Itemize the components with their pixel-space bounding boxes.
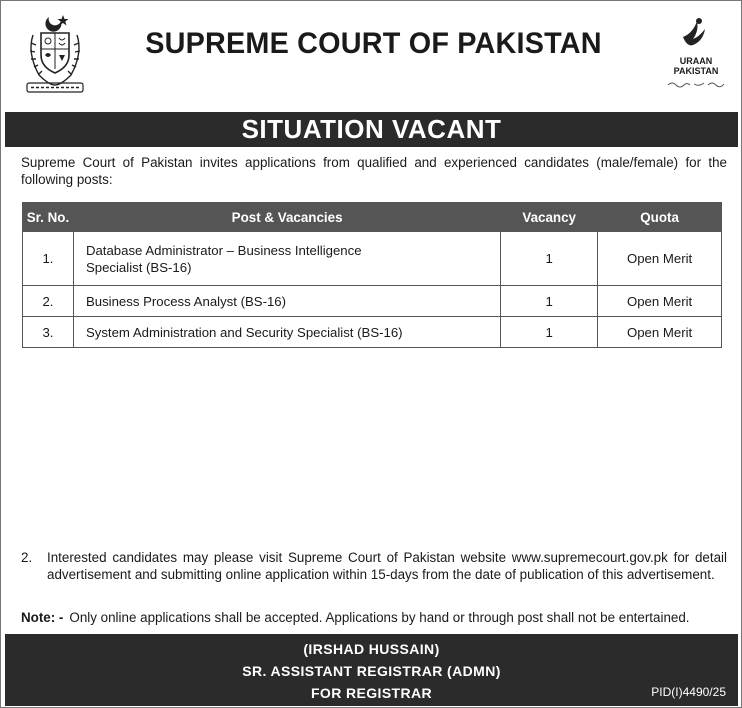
- post-line-2: Specialist (BS-16): [85, 259, 192, 275]
- signature-footer: [5, 634, 738, 706]
- column-header-post: Post & Vacancies: [73, 203, 500, 232]
- signatory-name: (IRSHAD HUSSAIN): [303, 641, 440, 657]
- quota-cell: Open Merit: [598, 317, 722, 348]
- quota-cell: [598, 232, 722, 286]
- situation-vacant-banner: SITUATION VACANT: [5, 112, 738, 147]
- post-cell: [73, 232, 500, 286]
- urdu-tagline-scribble: [666, 79, 726, 89]
- uraan-pakistan-logo-icon: [679, 15, 713, 49]
- vacancies-table: [22, 202, 722, 348]
- pid-number: PID(I)4490/25: [651, 685, 726, 699]
- post-line-1: Database Administrator – Business Intelligence: [85, 242, 362, 258]
- column-header-sr-no: Sr. No.: [23, 203, 74, 232]
- table-header-row: [23, 203, 722, 232]
- pakistan-text: PAKISTAN: [673, 66, 719, 76]
- column-header-vacancy: Vacancy: [501, 203, 598, 232]
- vacancy-cell: 1: [501, 317, 598, 348]
- vacancy-cell: 1: [501, 286, 598, 317]
- quota-line-1: Open Merit: [626, 251, 693, 266]
- column-header-quota: Quota: [598, 203, 722, 232]
- vacancy-cell: 1: [501, 232, 598, 286]
- signatory-designation: SR. ASSISTANT REGISTRAR (ADMN): [242, 663, 501, 679]
- table-row: [23, 232, 722, 286]
- sr-no-cell: 1.: [23, 232, 74, 286]
- page-title: SUPREME COURT OF PAKISTAN: [145, 27, 602, 60]
- intro-paragraph: Supreme Court of Pakistan invites applications from qualified and experienced candidates (male/female) for the following posts:: [21, 155, 727, 187]
- state-emblem-icon: [19, 11, 91, 95]
- note-text: Only online applications shall be accepted. Applications by hand or through post shall not be entertained.: [69, 610, 690, 625]
- table-row: [23, 317, 722, 348]
- post-cell: System Administration and Security Specialist (BS-16): [73, 317, 500, 348]
- paragraph-number: 2.: [21, 550, 33, 565]
- instructions-text: Interested candidates may please visit Supreme Court of Pakistan website www.supremecourt.gov.pk for detail advertisement and submitting online application within 15-days from the date of publication of this advertisement.: [47, 550, 727, 582]
- for-registrar: FOR REGISTRAR: [310, 685, 433, 701]
- note-paragraph: [21, 609, 727, 626]
- sr-no-cell: 2.: [23, 286, 74, 317]
- note-label: Note: -: [21, 610, 64, 625]
- post-cell: Business Process Analyst (BS-16): [73, 286, 500, 317]
- instructions-paragraph: [21, 549, 727, 583]
- uraan-pakistan-logo: [661, 15, 731, 94]
- sr-no-cell: 3.: [23, 317, 74, 348]
- uraan-text: URAAN: [679, 56, 713, 66]
- table-row: [23, 286, 722, 317]
- quota-cell: Open Merit: [598, 286, 722, 317]
